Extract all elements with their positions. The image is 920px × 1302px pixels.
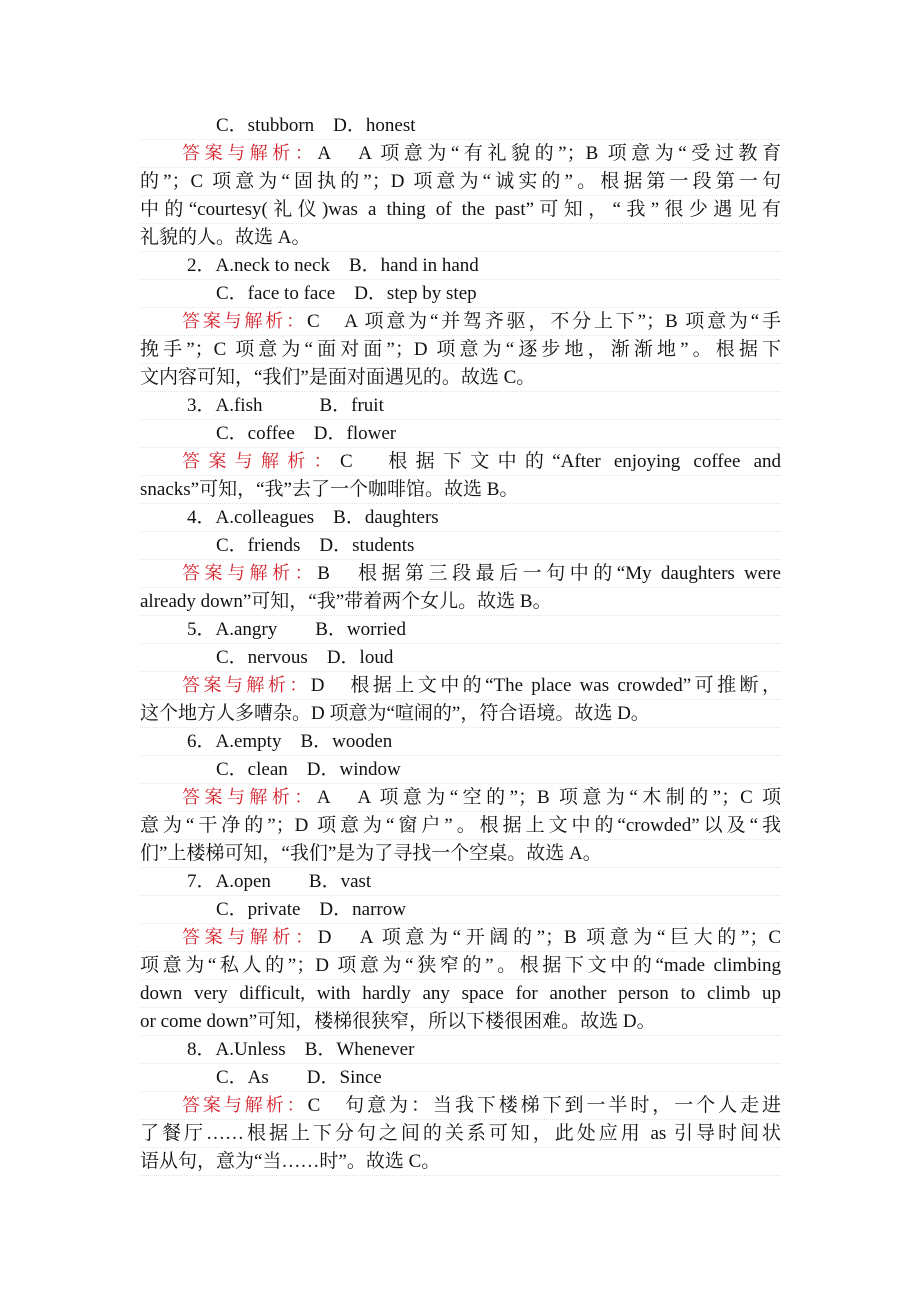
answer-explanation-line — [140, 980, 781, 1008]
answer-text: 的”；C 项意为“固执的”；D 项意为“诚实的”。根据第一段第一句 — [140, 171, 781, 192]
answer-explanation-line — [140, 784, 781, 812]
answer-explanation-line — [140, 840, 781, 868]
answer-explanation-line — [140, 224, 781, 252]
question-options-row-2: C．face to face D．step by step — [140, 280, 781, 308]
question-options-row-1: 4．A.colleagues B．daughters — [140, 504, 781, 532]
answer-explanation-line — [140, 196, 781, 224]
question-options-row-2: C．coffee D．flower — [140, 420, 781, 448]
answer-label: 答案与解析： — [182, 675, 311, 696]
answer-explanation-line — [140, 448, 781, 476]
answer-explanation-line — [140, 588, 781, 616]
answer-text: 挽手”；C 项意为“面对面”；D 项意为“逐步地，渐渐地”。根据下 — [140, 339, 781, 360]
question-options-row-2: C．stubborn D．honest — [140, 112, 781, 140]
answer-text: C 根据下文中的“After enjoying coffee and — [339, 451, 781, 472]
question-block — [140, 252, 781, 392]
answer-explanation-line — [140, 364, 781, 392]
question-options-row-1: 7．A.open B．vast — [140, 868, 781, 896]
question-options-row-1: 6．A.empty B．wooden — [140, 728, 781, 756]
question-options-row-2: C．As D．Since — [140, 1064, 781, 1092]
answer-explanation-line — [140, 700, 781, 728]
question-options-row-1: 2．A.neck to neck B．hand in hand — [140, 252, 781, 280]
answer-text: A A 项意为“空的”；B 项意为“木制的”；C 项 — [316, 787, 781, 808]
question-block — [140, 616, 781, 728]
answer-text: 意为“干净的”；D 项意为“窗户”。根据上文中的“crowded”以及“我 — [140, 815, 781, 836]
answer-text: 们”上楼梯可知，“我们”是为了寻找一个空桌。故选 A。 — [140, 843, 602, 864]
answer-text: D 根据上文中的“The place was crowded”可推断， — [310, 675, 781, 696]
question-block — [140, 504, 781, 616]
answer-explanation-line — [140, 336, 781, 364]
answer-explanation-line — [140, 672, 781, 700]
answer-text: 项意为“私人的”；D 项意为“狭窄的”。根据下文中的“made climbing — [140, 955, 781, 976]
answer-text: C 句意为：当我下楼梯下到一半时，一个人走进 — [307, 1095, 781, 1116]
answer-explanation-line — [140, 952, 781, 980]
answer-explanation-line — [140, 1092, 781, 1120]
answer-text: already down”可知，“我”带着两个女儿。故选 B。 — [140, 591, 552, 612]
question-options-row-2: C．friends D．students — [140, 532, 781, 560]
answer-text: 文内容可知，“我们”是面对面遇见的。故选 C。 — [140, 367, 536, 388]
question-options-row-2: C．private D．narrow — [140, 896, 781, 924]
question-block — [140, 728, 781, 868]
question-block — [140, 112, 781, 252]
question-block — [140, 1036, 781, 1176]
answer-explanation-line — [140, 1120, 781, 1148]
answer-explanation-line — [140, 924, 781, 952]
answer-label: 答案与解析： — [182, 451, 340, 472]
answer-label: 答案与解析： — [182, 563, 318, 584]
answer-explanation-line — [140, 308, 781, 336]
answer-text: B 根据第三段最后一句中的“My daughters were — [317, 563, 781, 584]
answer-explanation-line — [140, 476, 781, 504]
answer-text: 中的“courtesy(礼仪)was a thing of the past”可知，“我”很少遇见有 — [140, 199, 781, 220]
answer-explanation-line — [140, 1008, 781, 1036]
answer-text: 这个地方人多嘈杂。D 项意为“喧闹的”，符合语境。故选 D。 — [140, 703, 650, 724]
answer-explanation-line — [140, 812, 781, 840]
answer-sheet-page — [140, 112, 781, 1176]
answer-text: 了餐厅……根据上下分句之间的关系可知，此处应用 as 引导时间状 — [140, 1123, 781, 1144]
answer-text: 语从句，意为“当……时”。故选 C。 — [140, 1151, 441, 1172]
answer-label: 答案与解析： — [182, 1095, 308, 1116]
answer-text: down very difficult, with hardly any space for another person to climb up — [140, 983, 781, 1004]
answer-label: 答案与解析： — [182, 787, 317, 808]
answer-label: 答案与解析： — [182, 311, 307, 332]
answer-text: or come down”可知，楼梯很狭窄，所以下楼很困难。故选 D。 — [140, 1011, 656, 1032]
question-options-row-1: 5．A.angry B．worried — [140, 616, 781, 644]
answer-label: 答案与解析： — [182, 927, 318, 948]
answer-explanation-line — [140, 168, 781, 196]
question-options-row-2: C．nervous D．loud — [140, 644, 781, 672]
answer-text: C A 项意为“并驾齐驱，不分上下”；B 项意为“手 — [306, 311, 781, 332]
answer-label: 答案与解析： — [182, 143, 318, 164]
answer-explanation-line — [140, 140, 781, 168]
question-block — [140, 392, 781, 504]
answer-text: 礼貌的人。故选 A。 — [140, 227, 311, 248]
answer-text: snacks”可知，“我”去了一个咖啡馆。故选 B。 — [140, 479, 519, 500]
answer-text: D A 项意为“开阔的”；B 项意为“巨大的”；C — [317, 927, 781, 948]
question-block — [140, 868, 781, 1036]
answer-explanation-line — [140, 1148, 781, 1176]
question-options-row-1: 8．A.Unless B．Whenever — [140, 1036, 781, 1064]
answer-explanation-line — [140, 560, 781, 588]
answer-text: A A 项意为“有礼貌的”；B 项意为“受过教育 — [317, 143, 781, 164]
question-options-row-2: C．clean D．window — [140, 756, 781, 784]
question-options-row-1: 3．A.fish B．fruit — [140, 392, 781, 420]
